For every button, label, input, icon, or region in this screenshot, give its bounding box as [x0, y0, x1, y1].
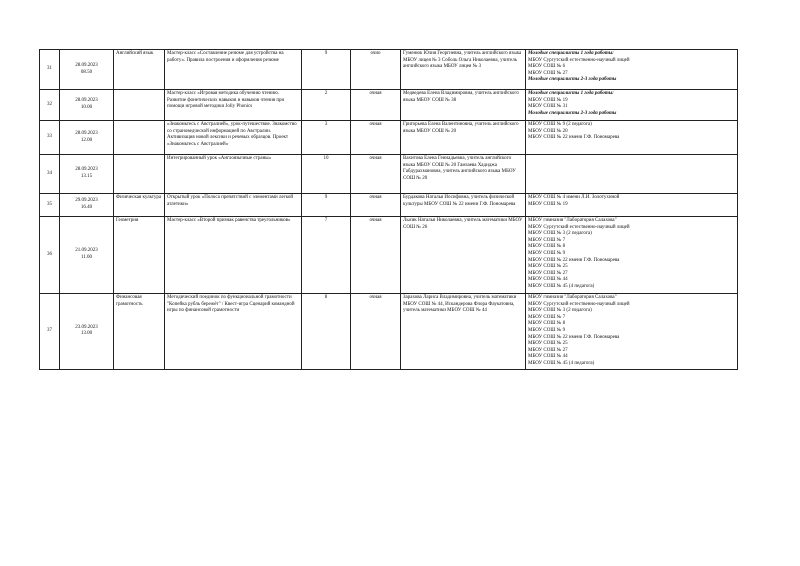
event-time: 12.00	[80, 137, 93, 143]
event-time: 08.50	[80, 69, 93, 75]
date-time-cell	[60, 50, 114, 90]
participants-cell	[526, 155, 738, 194]
date-time-cell	[60, 217, 114, 294]
subject-cell: Английский язык	[114, 50, 165, 90]
table-row	[40, 155, 738, 194]
participant-item: МБОУ СОШ № 27	[528, 347, 568, 353]
participant-item: МБОУ СОШ № 9	[528, 250, 566, 256]
participant-item: Молодые специалисты 2-3 года работы	[528, 77, 617, 83]
event-format: очная	[351, 294, 401, 370]
event-time: 13.00	[80, 331, 93, 337]
participant-item: МБОУ СОШ № 22 имени Г.Ф. Пономарева	[528, 257, 620, 263]
participant-item: МБОУ СОШ № 31	[528, 104, 568, 110]
participant-item: МБОУ СОШ № 3 (2 педагога)	[528, 308, 592, 314]
participant-item: МБОУ гимназия "Лаборатория Салахова"	[528, 218, 617, 223]
event-format: очная	[351, 155, 401, 194]
participant-item: МБОУ Сургутский естественно-научный лицей	[528, 301, 630, 307]
participant-item: Молодые специалисты 1 года работы:	[528, 51, 614, 56]
participant-item: МБОУ СОШ № 9 (2 педагога)	[528, 122, 592, 127]
event-date: 29.09.2023	[75, 198, 98, 204]
participant-count: 9	[302, 50, 351, 90]
participant-item: МБОУ СОШ № 19	[528, 97, 568, 103]
row-number: 34	[40, 155, 60, 194]
event-format: очно	[351, 50, 401, 90]
events-table	[39, 49, 738, 370]
participant-item: МБОУ СОШ № 44	[528, 354, 568, 360]
event-description: Интегрированный урок «Англоязычные страны»	[165, 155, 302, 194]
event-description: Открытый урок «Полоса препятствий с элементами легкой атлетики»	[165, 194, 302, 217]
row-number: 32	[40, 90, 60, 121]
event-date: 28.09.2023	[75, 62, 98, 68]
participant-item: МБОУ гимназия "Лаборатория Салахова"	[528, 295, 617, 300]
subject-cell	[114, 121, 165, 155]
participants-cell	[526, 121, 738, 155]
table-row	[40, 294, 738, 370]
event-date: 21.09.2023	[75, 248, 98, 254]
event-date: 28.09.2023	[75, 130, 98, 136]
participant-count: 3	[302, 121, 351, 155]
participant-item: МБОУ СОШ № 45 (4 педагога)	[528, 283, 595, 289]
teacher-cell: Бурдакова Наталья Иосифовна, учитель физической культуры МБОУ СОШ № 22 имени Г.Ф. Пономарева	[401, 194, 526, 217]
table-row	[40, 50, 738, 90]
participant-item: МБОУ СОШ № 8	[528, 321, 566, 327]
row-number: 37	[40, 294, 60, 370]
participant-item: МБОУ СОШ № 22 имени Г.Ф. Пономарева	[528, 135, 620, 141]
event-time: 11.00	[80, 255, 93, 260]
subject-cell: Физическая культура	[114, 194, 165, 217]
teacher-cell: Зарахова Лариса Владимировна, учитель математики МБОУ СОШ № 44, Искандерова Флора Фаукатовна, учитель математики МБОУ СОШ № 44	[401, 294, 526, 370]
participant-count: 7	[302, 217, 351, 294]
participant-item: МБОУ СОШ № 7	[528, 314, 566, 320]
participant-item: МБОУ СОШ № 45 (4 педагога)	[528, 360, 595, 366]
event-format: очная	[351, 90, 401, 121]
participant-item: МБОУ СОШ № 27	[528, 270, 568, 276]
participants-cell	[526, 50, 738, 90]
event-description: Методический поединок по функциональной грамотности "Копейка рубль бережёт" / Квест-игра Сценарий командной игры по финансовой грамотности	[165, 294, 302, 370]
participant-item: МБОУ СОШ № 22 имени Г.Ф. Пономарева	[528, 334, 620, 340]
event-date: 23.09.2023	[75, 324, 98, 330]
participant-count: 10	[302, 155, 351, 194]
table-row	[40, 217, 738, 294]
teacher-cell: Гуменюк Юлия Георгиевна, учитель английского языка МБОУ лицея № 3 Соболь Ольга Николаевна, учитель английского языка МБОУ лицея № 3	[401, 50, 526, 90]
table-row	[40, 121, 738, 155]
participant-item: МБОУ СОШ № 6	[528, 64, 566, 70]
participant-item: МБОУ СОШ № 7	[528, 237, 566, 243]
event-time: 13.15	[80, 174, 93, 179]
teacher-cell: Вахитова Елена Геннадьевна, учитель английского языка МБОУ СОШ № 20 Гамзаева Хадиджа Габдурахмановна, учитель английского языка МБОУ СОШ № 20	[401, 155, 526, 194]
participant-item: МБОУ СОШ № 4 имени Л.И. Золотухиной	[528, 195, 620, 200]
row-number: 31	[40, 50, 60, 90]
date-time-cell	[60, 90, 114, 121]
event-format: очная	[351, 194, 401, 217]
row-number: 35	[40, 194, 60, 217]
event-description: Мастер-класс «Второй признак равенства треугольников»	[165, 217, 302, 294]
participant-item: Молодые специалисты 2-3 года работы	[528, 110, 617, 116]
participant-item: МБОУ СОШ № 44	[528, 277, 568, 283]
event-time: 10.00	[80, 105, 93, 110]
subject-cell: Геометрия	[114, 217, 165, 294]
date-time-cell	[60, 121, 114, 155]
participants-cell	[526, 294, 738, 370]
participant-item: МБОУ СОШ № 19	[528, 201, 568, 207]
event-description: Мастер-класс «Составление резюме для устройства на работу». Правила построения и оформления резюме	[165, 50, 302, 90]
teacher-cell: Григорьева Елена Валентиновна, учитель английского языка МБОУ СОШ № 20	[401, 121, 526, 155]
date-time-cell	[60, 155, 114, 194]
participant-item: МБОУ СОШ № 25	[528, 341, 568, 347]
participants-cell	[526, 194, 738, 217]
subject-cell	[114, 155, 165, 194]
event-format: очная	[351, 121, 401, 155]
date-time-cell	[60, 294, 114, 370]
subject-cell: Финансовая грамотность	[114, 294, 165, 370]
participant-item: МБОУ Сургутский естественно-научный лицей	[528, 224, 630, 230]
participant-item: МБОУ СОШ № 27	[528, 70, 568, 76]
date-time-cell	[60, 194, 114, 217]
row-number: 33	[40, 121, 60, 155]
participant-item: МБОУ СОШ № 3 (2 педагога)	[528, 231, 592, 237]
event-description: Мастер-класс «Игровая методика обучению чтению. Развитие фонетических навыков и навыков чтения при помощи игровой методики Jolly Phonics	[165, 90, 302, 121]
participant-count: 9	[302, 194, 351, 217]
participant-item: МБОУ СОШ № 9	[528, 327, 566, 333]
event-date: 28.09.2023	[75, 167, 98, 173]
event-format: очная	[351, 217, 401, 294]
participant-item: Молодые специалисты 1 года работы:	[528, 91, 614, 96]
subject-cell	[114, 90, 165, 121]
participant-count: 2	[302, 90, 351, 121]
event-time: 16.40	[80, 205, 93, 210]
participant-item: МБОУ СОШ № 8	[528, 244, 566, 250]
event-date: 28.09.2023	[75, 98, 98, 104]
participant-count: 8	[302, 294, 351, 370]
teacher-cell: Медведева Елена Владимировна, учитель английского языка МБОУ СОШ № 38	[401, 90, 526, 121]
teacher-cell: Лысяк Наталья Николаевна, учитель математики МБОУ СОШ № 26	[401, 217, 526, 294]
participants-cell	[526, 217, 738, 294]
row-number: 36	[40, 217, 60, 294]
participant-item: МБОУ СОШ № 25	[528, 264, 568, 270]
participants-cell	[526, 90, 738, 121]
participant-item: МБОУ СОШ № 20	[528, 128, 568, 134]
table-row	[40, 90, 738, 121]
table-row	[40, 194, 738, 217]
event-description: «Знакомьтесь с Австралией», урок-путешествие. Знакомство со страноведческой информацией по Австралии. Активизация новой лексики и речевых образцов. Проект «Знакомьтесь с Австралией»	[165, 121, 302, 155]
participant-item: МБОУ Сургутский естественно-научный лицей	[528, 57, 630, 63]
